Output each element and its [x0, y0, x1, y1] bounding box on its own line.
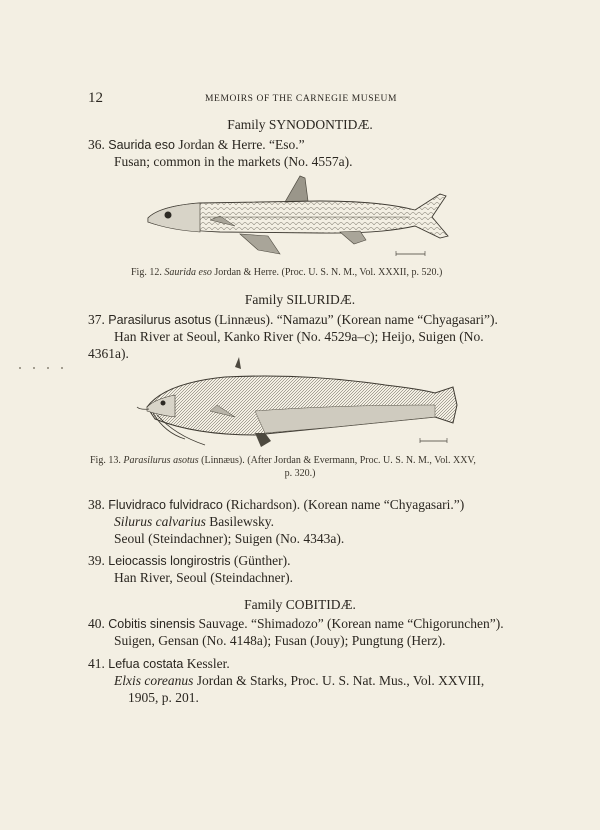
running-title: MEMOIRS OF THE CARNEGIE MUSEUM: [205, 94, 398, 104]
entry-author: (Günther).: [230, 553, 291, 568]
family-heading-synodontidae: Family SYNODONTIDÆ.: [227, 117, 373, 132]
margin-dots: [0, 364, 70, 372]
entry-41: [88, 655, 230, 673]
family-heading-cobitidae: Family COBITIDÆ.: [244, 597, 356, 612]
entry-number: 39.: [88, 553, 105, 568]
species-name: Saurida eso: [108, 138, 175, 152]
entry-38-locality: Seoul (Steindachner); Suigen (No. 4343a).: [114, 531, 345, 546]
species-name: Cobitis sinensis: [108, 617, 196, 631]
figure-species: Parasilurus asotus: [123, 455, 199, 466]
saurida-eso-illustration: [140, 170, 460, 260]
family-heading-siluridae: Family SILURIDÆ.: [244, 292, 356, 307]
figure-species: Saurida eso: [164, 267, 212, 278]
species-name: Parasilurus asotus: [108, 313, 212, 327]
entry-number: 37.: [88, 312, 105, 327]
figure-13-caption-cont: p. 320.): [284, 468, 316, 479]
synonym-name: Silurus calvarius: [114, 514, 206, 529]
species-name: Fluvidraco fulvidraco: [108, 498, 223, 512]
entry-37-locality: Han River at Seoul, Kanko River (No. 4529a–c); Heijo, Suigen (No.: [114, 329, 484, 344]
entry-41-citation: 1905, p. 201.: [128, 690, 199, 705]
entry-author: Kessler.: [183, 656, 230, 671]
entry-36: [88, 136, 305, 154]
entry-37: [88, 311, 498, 329]
entry-41-synonym: [114, 672, 484, 689]
entry-number: 41.: [88, 656, 105, 671]
figure-source: (Linnæus). (After Jordan & Evermann, Proc. U. S. N. M., Vol. XXV,: [198, 455, 476, 466]
entry-number: 38.: [88, 497, 105, 512]
parasilurus-asotus-illustration: [135, 355, 465, 450]
figure-13-caption: [90, 454, 476, 468]
synonym-author: Basilewsky.: [205, 514, 275, 529]
entry-author: Sauvage. “Shimadozo” (Korean name “Chigorunchen”).: [195, 616, 504, 631]
entry-40-locality: Suigen, Gensan (No. 4148a); Fusan (Jouy); Pungtung (Herz).: [114, 633, 446, 648]
entry-38-synonym: [114, 513, 274, 530]
entry-number: 40.: [88, 616, 105, 631]
entry-40: [88, 615, 504, 633]
figure-12-caption: [131, 266, 442, 280]
entry-36-locality: Fusan; common in the markets (No. 4557a).: [114, 154, 353, 169]
species-name: Lefua costata: [108, 657, 184, 671]
figure-source: Jordan & Herre. (Proc. U. S. N. M., Vol. XXXII, p. 520.): [211, 267, 443, 278]
entry-number: 36.: [88, 137, 105, 152]
entry-39: [88, 552, 291, 570]
synonym-name: Elxis coreanus: [114, 673, 194, 688]
entry-author: Jordan & Herre. “Eso.”: [174, 137, 305, 152]
species-name: Leiocassis longirostris: [108, 554, 231, 568]
entry-author: (Linnæus). “Namazu” (Korean name “Chyagasari”).: [211, 312, 498, 327]
entry-38: [88, 496, 464, 514]
synonym-author: Jordan & Starks, Proc. U. S. Nat. Mus., Vol. XXVIII,: [193, 673, 485, 688]
entry-37-locality-cont: 4361a).: [88, 346, 129, 361]
figure-label: Fig. 12.: [131, 267, 162, 278]
entry-39-locality: Han River, Seoul (Steindachner).: [114, 570, 294, 585]
figure-label: Fig. 13.: [90, 455, 121, 466]
entry-author: (Richardson). (Korean name “Chyagasari.”): [222, 497, 465, 512]
page-number: 12: [88, 90, 103, 106]
